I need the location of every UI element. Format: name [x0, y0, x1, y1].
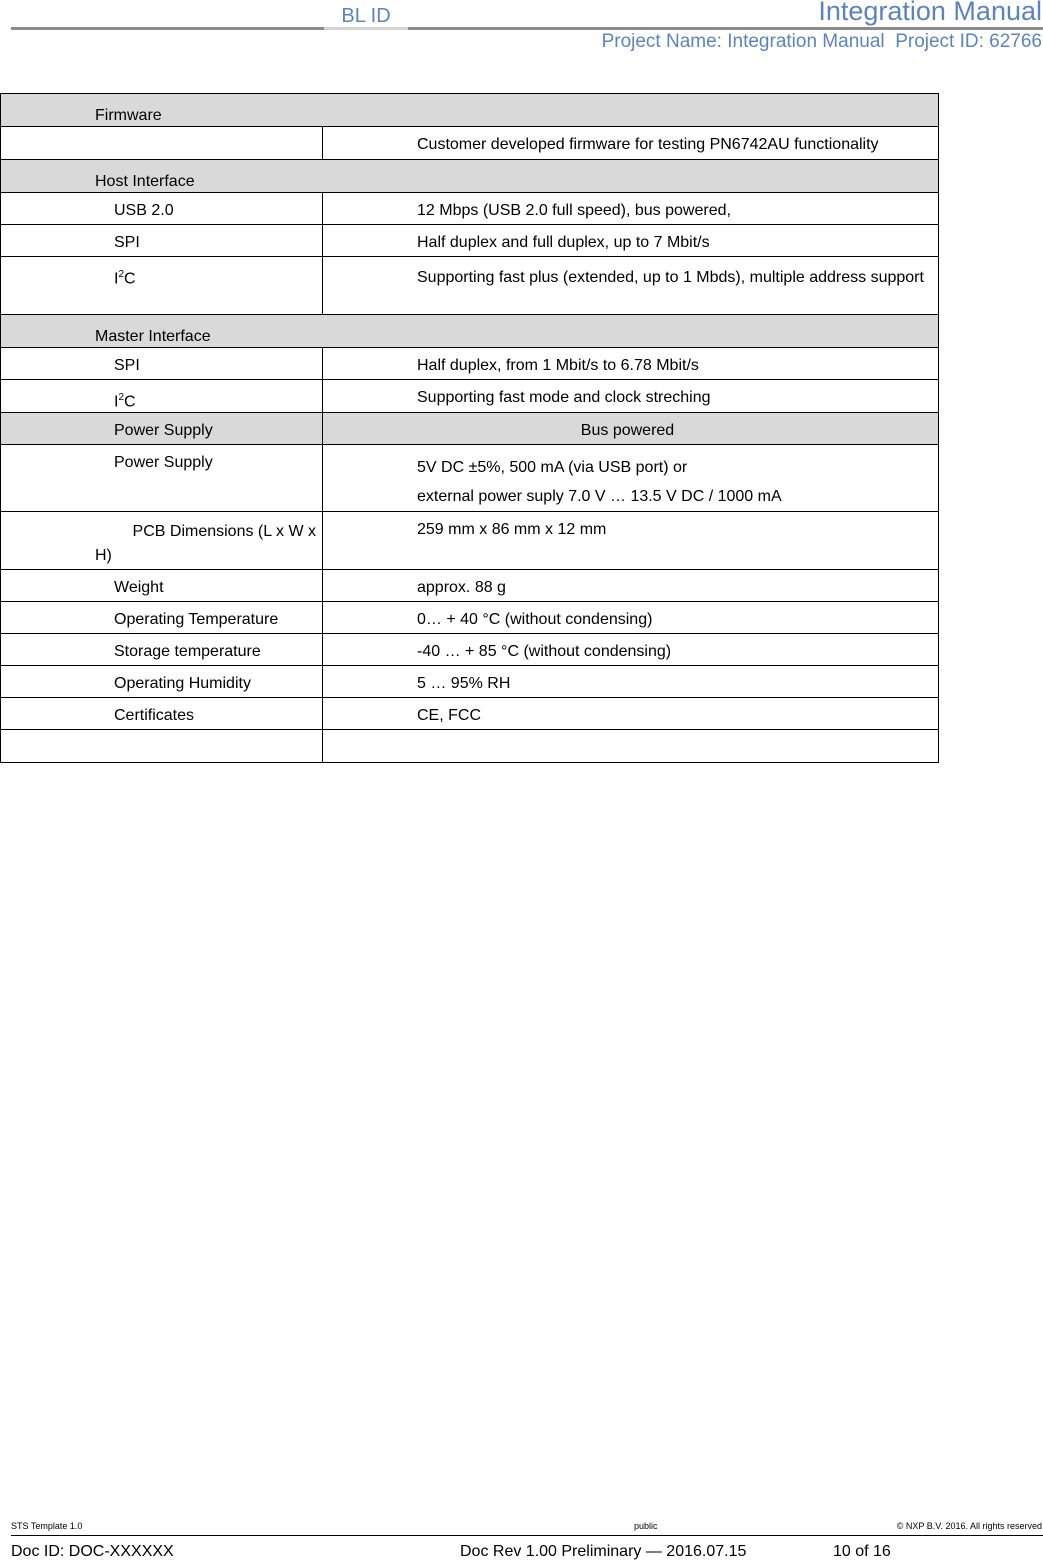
label-cell: SPI	[1, 348, 323, 380]
label-line: PCB Dimensions (L x W x	[132, 523, 316, 541]
table-row	[1, 225, 939, 257]
section-row-firmware	[1, 94, 939, 127]
value-cell: Half duplex and full duplex, up to 7 Mbit/s	[323, 225, 939, 257]
footer-rule	[11, 1535, 1043, 1536]
table-row	[1, 193, 939, 225]
label-cell: USB 2.0	[1, 193, 323, 225]
label-cell: Power Supply	[1, 445, 323, 512]
section-row-power-supply	[1, 413, 939, 445]
specification-table	[0, 93, 939, 763]
footer-page-number: 10 of 16	[833, 1543, 891, 1560]
table-row	[1, 698, 939, 730]
label-cell	[1, 257, 323, 315]
label-superscript: 2	[118, 269, 125, 280]
header-rule-left	[11, 27, 324, 30]
footer-template: STS Template 1.0	[11, 1521, 83, 1531]
label-cell: SPI	[1, 225, 323, 257]
project-name: Project Name: Integration Manual	[601, 31, 885, 52]
table-row	[1, 666, 939, 698]
label-text: C	[124, 393, 136, 411]
project-info	[602, 31, 1042, 53]
value-cell: -40 … + 85 °C (without condensing)	[323, 634, 939, 666]
section-title: Master Interface	[1, 315, 939, 348]
label-cell	[1, 730, 323, 763]
value-cell: 259 mm x 86 mm x 12 mm	[323, 512, 939, 570]
table-row	[1, 634, 939, 666]
value-cell	[323, 445, 939, 512]
footer-copyright: © NXP B.V. 2016. All rights reserved	[896, 1521, 1042, 1531]
table-row	[1, 602, 939, 634]
table-row	[1, 570, 939, 602]
section-row-master-interface	[1, 315, 939, 348]
value-cell: CE, FCC	[323, 698, 939, 730]
table-row	[1, 257, 939, 315]
project-id: Project ID: 62766	[895, 31, 1042, 52]
label-cell: Weight	[1, 570, 323, 602]
label-cell: Power Supply	[1, 413, 323, 445]
label-cell	[1, 127, 323, 160]
value-cell: Supporting fast plus (extended, up to 1 Mbds), multiple address support	[323, 257, 939, 315]
value-line: external power suply 7.0 V … 13.5 V DC / 1000 mA	[417, 488, 782, 506]
header-bl-id: BL ID	[341, 5, 391, 27]
table-row-empty	[1, 730, 939, 763]
label-text: I	[114, 393, 119, 411]
section-title: Host Interface	[1, 160, 939, 193]
table-row	[1, 348, 939, 380]
value-cell: Supporting fast mode and clock streching	[323, 380, 939, 413]
value-cell: 12 Mbps (USB 2.0 full speed), bus powered,	[323, 193, 939, 225]
label-cell	[1, 380, 323, 413]
label-superscript: 2	[118, 392, 125, 403]
value-cell: Customer developed firmware for testing PN6742AU functionality	[323, 127, 939, 160]
label-cell	[1, 512, 323, 570]
label-cell: Certificates	[1, 698, 323, 730]
section-title: Firmware	[1, 94, 939, 127]
label-line: H)	[95, 547, 112, 565]
value-line: 5V DC ±5%, 500 mA (via USB port) or	[417, 459, 688, 477]
value-cell: 5 … 95% RH	[323, 666, 939, 698]
footer-classification: public	[634, 1521, 658, 1531]
label-cell: Storage temperature	[1, 634, 323, 666]
table-row	[1, 380, 939, 413]
footer-doc-revision: Doc Rev 1.00 Preliminary — 2016.07.15	[460, 1543, 747, 1560]
value-cell: approx. 88 g	[323, 570, 939, 602]
table-row	[1, 127, 939, 160]
header-rule-right	[408, 27, 1043, 30]
value-cell: 0… + 40 °C (without condensing)	[323, 602, 939, 634]
value-cell: Half duplex, from 1 Mbit/s to 6.78 Mbit/s	[323, 348, 939, 380]
document-title: Integration Manual	[818, 0, 1042, 26]
label-cell: Operating Temperature	[1, 602, 323, 634]
table-row	[1, 512, 939, 570]
value-cell	[323, 730, 939, 763]
label-text: I	[114, 270, 119, 288]
value-cell: Bus powered	[323, 413, 939, 445]
label-text: C	[124, 270, 136, 288]
table-row	[1, 445, 939, 512]
footer-doc-id: Doc ID: DOC-XXXXXX	[11, 1543, 174, 1560]
label-cell: Operating Humidity	[1, 666, 323, 698]
section-row-host-interface	[1, 160, 939, 193]
